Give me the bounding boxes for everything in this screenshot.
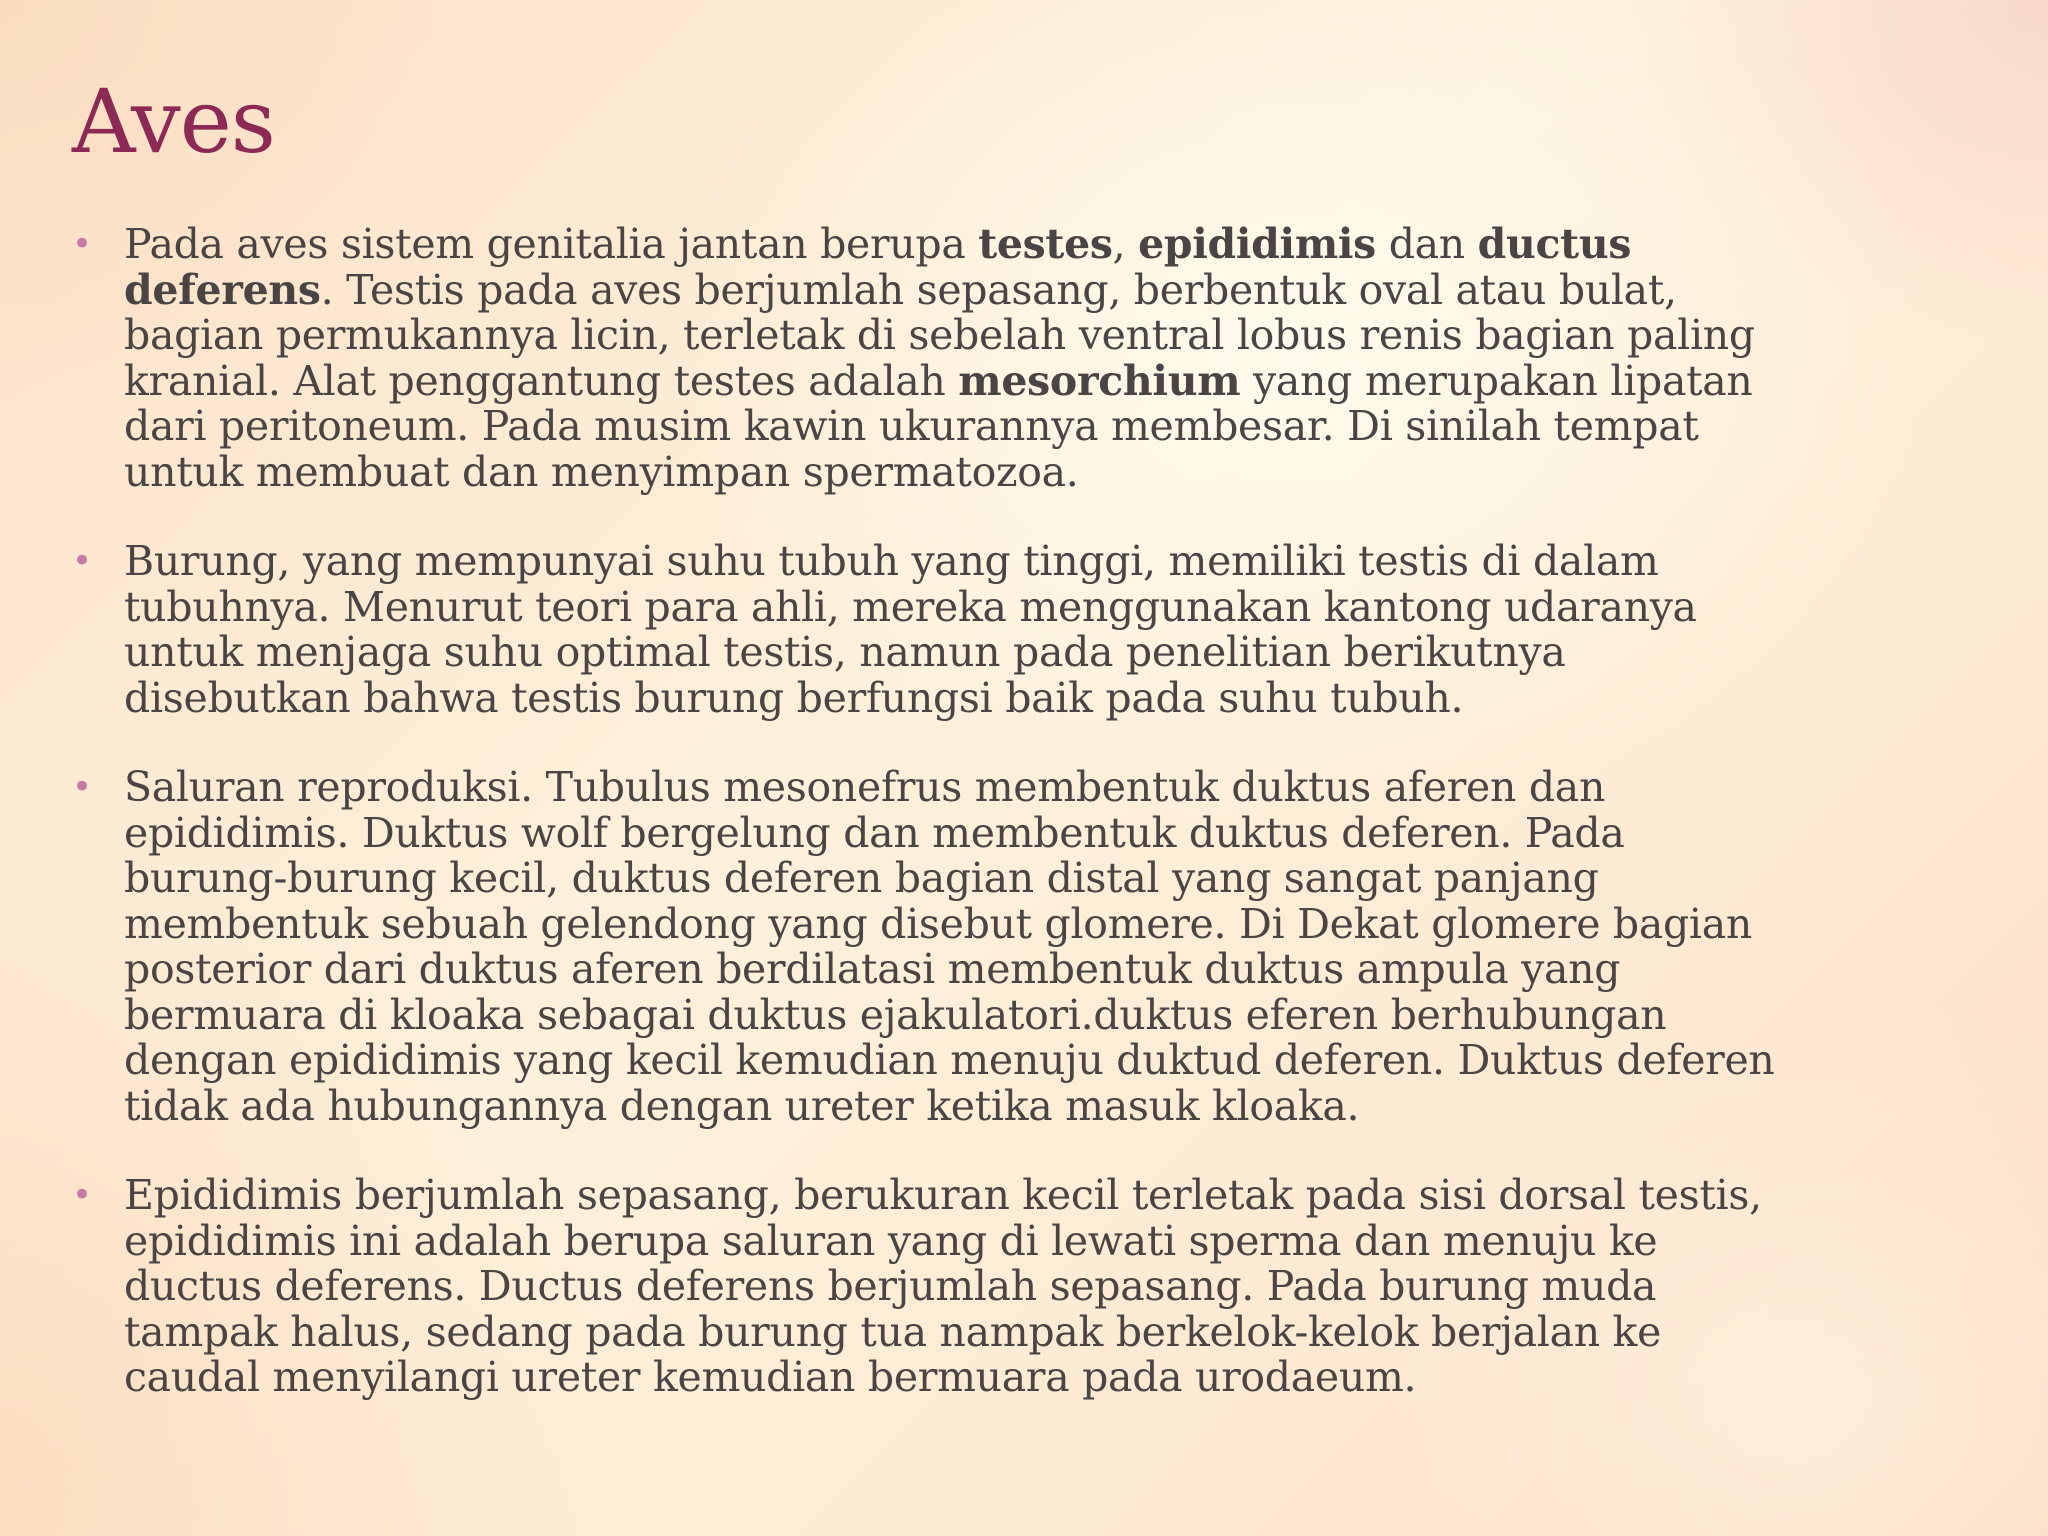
bullet-marker-icon: • — [72, 767, 92, 807]
bullet-line: untuk membuat dan menyimpan spermatozoa. — [124, 447, 1079, 496]
text-run: . Testis pada aves berjumlah sepasang, berbentuk oval atau bulat, — [320, 265, 1677, 314]
slide-title: Aves — [72, 70, 275, 173]
bullet-marker-icon: • — [72, 1175, 92, 1215]
bullet-line: epididimis. Duktus wolf bergelung dan membentuk duktus deferen. Pada — [124, 808, 1625, 857]
bullet-line: Epididimis berjumlah sepasang, berukuran kecil terletak pada sisi dorsal testis, — [124, 1171, 1762, 1219]
bold-term-epididimis: epididimis — [1138, 220, 1376, 268]
text-run: yang merupakan lipatan — [1240, 356, 1753, 405]
bold-term-mesorchium: mesorchium — [958, 356, 1241, 405]
bullet-list — [72, 222, 1972, 1445]
bullet-item-testes — [72, 222, 1972, 495]
bullet-line: bermuara di kloaka sebagai duktus ejakulatori.duktus eferen berhubungan — [124, 990, 1667, 1039]
bold-term-deferens: deferens — [124, 265, 321, 314]
bullet-line: caudal menyilangi ureter kemudian bermuara pada urodaeum. — [124, 1353, 1417, 1401]
bullet-line: tidak ada hubungannya dengan ureter ketika masuk kloaka. — [124, 1081, 1360, 1130]
bullet-line: membentuk sebuah gelendong yang disebut glomere. Di Dekat glomere bagian — [124, 899, 1752, 948]
bullet-line: dari peritoneum. Pada musim kawin ukurannya membesar. Di sinilah tempat — [124, 402, 1699, 450]
bullet-item-epididimis — [72, 1173, 1972, 1401]
bullet-line: untuk menjaga suhu optimal testis, namun pada penelitian berikutnya — [124, 628, 1566, 676]
bullet-item-saluran-reproduksi — [72, 765, 1972, 1129]
bold-term-testes: testes — [978, 220, 1113, 268]
bullet-line: Burung, yang mempunyai suhu tubuh yang tinggi, memiliki testis di dalam — [124, 537, 1659, 585]
bullet-marker-icon: • — [72, 224, 92, 264]
text-run: kranial. Alat penggantung testes adalah — [124, 356, 959, 405]
text-run: , — [1112, 220, 1139, 268]
bullet-line: ductus deferens. Ductus deferens berjumlah sepasang. Pada burung muda — [124, 1262, 1657, 1310]
bullet-line: disebutkan bahwa testis burung berfungsi baik pada suhu tubuh. — [124, 673, 1464, 722]
bullet-line — [124, 356, 1972, 405]
bullet-line: bagian permukannya licin, terletak di sebelah ventral lobus renis bagian paling — [124, 311, 1755, 359]
bullet-line: Saluran reproduksi. Tubulus mesonefrus membentuk duktus aferen dan — [124, 763, 1606, 811]
bullet-line: epididimis ini adalah berupa saluran yang di lewati sperma dan menuju ke — [124, 1216, 1658, 1265]
text-run: Pada aves sistem genitalia jantan berupa — [124, 220, 979, 268]
text-run: dan — [1375, 220, 1478, 268]
bullet-line: dengan epididimis yang kecil kemudian menuju duktud deferen. Duktus deferen — [124, 1036, 1775, 1084]
bullet-item-suhu-tubuh — [72, 539, 1972, 721]
bullet-line: tampak halus, sedang pada burung tua nampak berkelok-kelok berjalan ke — [124, 1307, 1662, 1356]
bullet-line: posterior dari duktus aferen berdilatasi membentuk duktus ampula yang — [124, 945, 1621, 993]
bullet-line: burung-burung kecil, duktus deferen bagian distal yang sangat panjang — [124, 854, 1599, 902]
bullet-marker-icon: • — [72, 541, 92, 581]
bullet-line — [124, 222, 1972, 268]
bullet-line: tubuhnya. Menurut teori para ahli, mereka menggunakan kantong udaranya — [124, 582, 1697, 631]
bullet-line — [124, 265, 1972, 314]
bold-term-ductus: ductus — [1477, 220, 1632, 268]
